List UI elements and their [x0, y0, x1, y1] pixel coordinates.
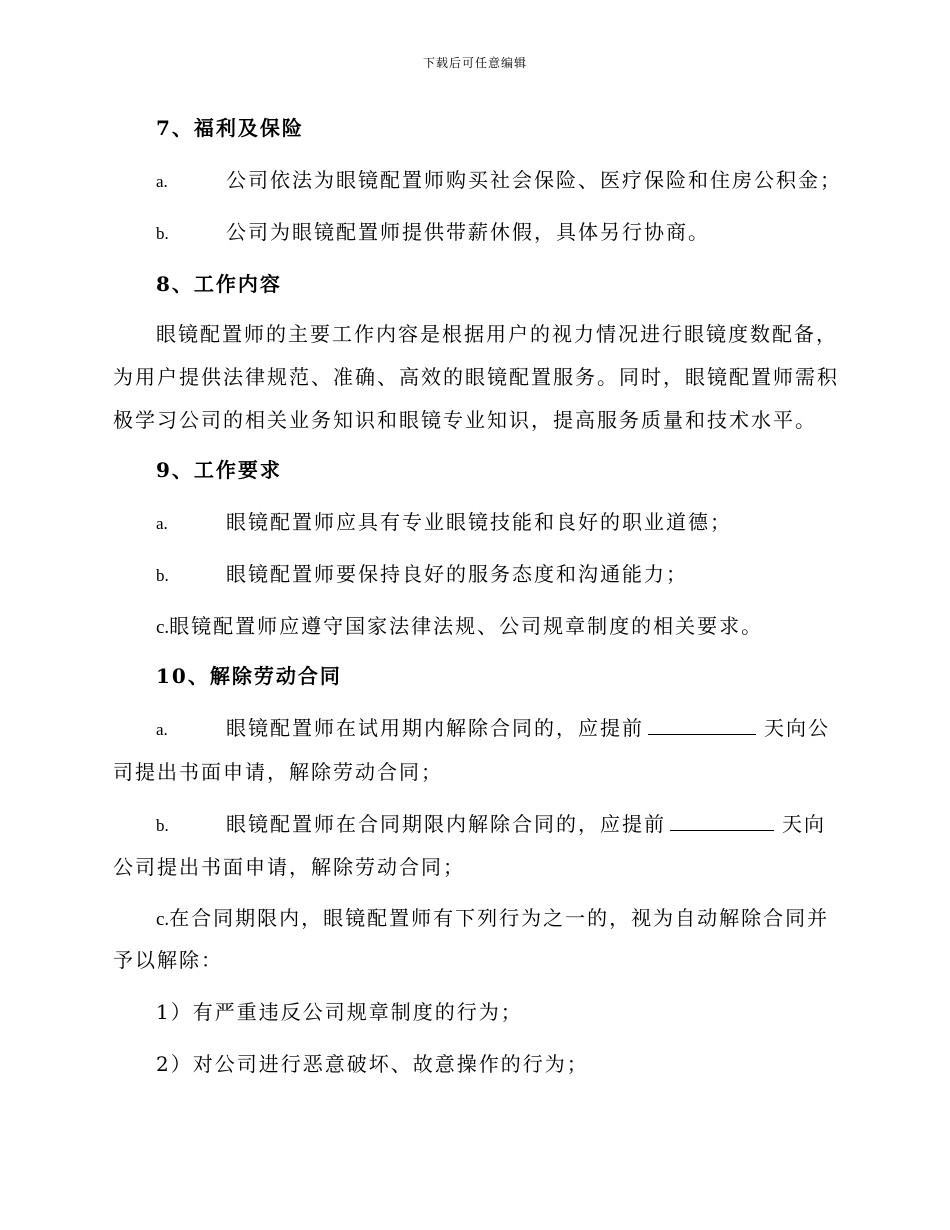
section-10-sub-item-1: 1）有严重违反公司规章制度的行为；	[156, 1000, 523, 1024]
section-8-paragraph-line-1: 眼镜配置师的主要工作内容是根据用户的视力情况进行眼镜度数配备，	[156, 322, 838, 346]
section-8-heading: 8、工作内容	[156, 272, 282, 296]
item-marker: b.	[156, 224, 169, 243]
item-text: 天向公	[764, 716, 830, 740]
section-10-item-a-line-1	[156, 716, 830, 742]
item-marker: a.	[156, 720, 168, 739]
item-text: 眼镜配置师在合同期限内解除合同的，应提前	[226, 812, 666, 836]
item-marker: b.	[156, 566, 169, 585]
item-marker: b.	[156, 816, 169, 835]
section-10-item-a-line-2: 司提出书面申请，解除劳动合同；	[113, 760, 443, 784]
item-text: 在合同期限内，眼镜配置师有下列行为之一的，视为自动解除合同并	[169, 906, 830, 930]
item-text: 公司依法为眼镜配置师购买社会保险、医疗保险和住房公积金；	[226, 168, 842, 192]
item-text: 眼镜配置师在试用期内解除合同的，应提前	[226, 716, 644, 740]
item-marker: c.	[156, 909, 170, 930]
item-marker: a.	[156, 514, 168, 533]
fill-in-blank-days[interactable]	[670, 812, 774, 831]
fill-in-blank-days[interactable]	[648, 716, 756, 735]
section-10-sub-item-2: 2）对公司进行恶意破坏、故意操作的行为；	[156, 1052, 589, 1076]
section-8-paragraph-line-2: 为用户提供法律规范、准确、高效的眼镜配置服务。同时，眼镜配置师需积	[113, 365, 839, 389]
section-7-item-a	[156, 168, 842, 194]
section-9-item-b	[156, 562, 688, 588]
section-10-item-c-line-2: 予以解除：	[113, 948, 223, 972]
item-text: 公司为眼镜配置师提供带薪休假，具体另行协商。	[226, 220, 710, 244]
section-10-item-c-line-1	[156, 906, 829, 932]
section-9-heading: 9、工作要求	[156, 458, 282, 482]
section-10-item-b-line-2: 公司提出书面申请，解除劳动合同；	[113, 855, 465, 879]
item-marker: a.	[156, 172, 168, 191]
item-marker: c.	[156, 617, 170, 638]
section-10-item-b-line-1	[156, 812, 826, 838]
item-text: 眼镜配置师应遵守国家法律法规、公司规章制度的相关要求。	[169, 614, 764, 638]
section-7-item-b	[156, 220, 710, 246]
item-text: 眼镜配置师要保持良好的服务态度和沟通能力；	[226, 562, 688, 586]
section-9-item-c	[156, 614, 763, 640]
section-9-item-a	[156, 510, 732, 536]
item-text: 眼镜配置师应具有专业眼镜技能和良好的职业道德；	[226, 510, 732, 534]
section-7-heading: 7、福利及保险	[156, 116, 304, 140]
page-header-note: 下载后可任意编辑	[422, 56, 527, 70]
section-8-paragraph-line-3: 极学习公司的相关业务知识和眼镜专业知识，提高服务质量和技术水平。	[113, 408, 817, 432]
item-text: 天向	[782, 812, 826, 836]
section-10-heading: 10、解除劳动合同	[156, 664, 342, 688]
